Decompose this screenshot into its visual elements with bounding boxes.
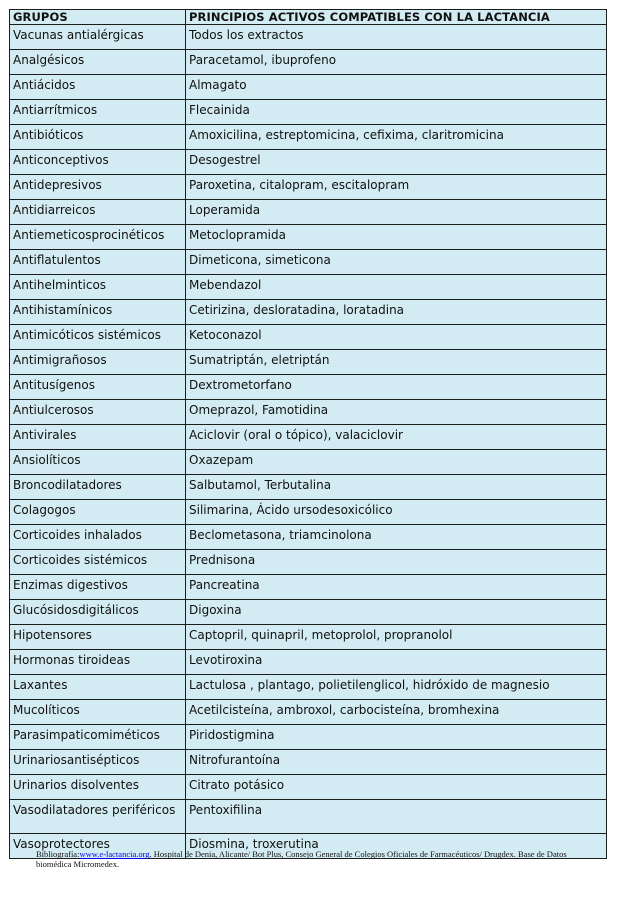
active-ingredient-cell: Digoxina xyxy=(186,600,607,625)
table-body xyxy=(10,25,607,859)
header-groups: GRUPOS xyxy=(10,10,186,25)
table-row xyxy=(10,175,607,200)
group-cell: Vasoprotectores xyxy=(10,834,186,859)
active-ingredient-cell: Lactulosa , plantago, polietilenglicol, hidróxido de magnesio xyxy=(186,675,607,700)
active-ingredient-cell: Captopril, quinapril, metoprolol, propranolol xyxy=(186,625,607,650)
bibliography-text: . Hospital de Denia, Alicante/ Bot Plus, Consejo General de Colegios Oficiales de Farmacéuticos/ Drugdex. Base de Datos biomédica Micromedex. xyxy=(36,849,567,869)
bibliography-link[interactable]: www.e-lactancia.org xyxy=(79,849,150,859)
group-cell: Vacunas antialérgicas xyxy=(10,25,186,50)
active-ingredient-cell: Levotiroxina xyxy=(186,650,607,675)
active-ingredient-cell: Sumatriptán, eletriptán xyxy=(186,350,607,375)
group-cell: Antiflatulentos xyxy=(10,250,186,275)
table-row xyxy=(10,275,607,300)
table-row xyxy=(10,425,607,450)
group-cell: Antidepresivos xyxy=(10,175,186,200)
table-row xyxy=(10,725,607,750)
active-ingredient-cell: Salbutamol, Terbutalina xyxy=(186,475,607,500)
active-ingredient-cell: Amoxicilina, estreptomicina, cefixima, claritromicina xyxy=(186,125,607,150)
table-row xyxy=(10,550,607,575)
active-ingredient-cell: Dextrometorfano xyxy=(186,375,607,400)
group-cell: Urinariosantisépticos xyxy=(10,750,186,775)
table-row xyxy=(10,475,607,500)
active-ingredient-cell: Omeprazol, Famotidina xyxy=(186,400,607,425)
active-ingredient-cell: Metoclopramida xyxy=(186,225,607,250)
table-row xyxy=(10,675,607,700)
group-cell: Antiulcerosos xyxy=(10,400,186,425)
active-ingredient-cell: Desogestrel xyxy=(186,150,607,175)
active-ingredient-cell: Loperamida xyxy=(186,200,607,225)
active-ingredient-cell: Nitrofurantoína xyxy=(186,750,607,775)
table-row xyxy=(10,350,607,375)
table-row xyxy=(10,150,607,175)
group-cell: Analgésicos xyxy=(10,50,186,75)
active-ingredient-cell: Ketoconazol xyxy=(186,325,607,350)
group-cell: Mucolíticos xyxy=(10,700,186,725)
table-row xyxy=(10,75,607,100)
active-ingredient-cell: Beclometasona, triamcinolona xyxy=(186,525,607,550)
group-cell: Colagogos xyxy=(10,500,186,525)
group-cell: Parasimpaticomiméticos xyxy=(10,725,186,750)
table-row xyxy=(10,700,607,725)
group-cell: Hormonas tiroideas xyxy=(10,650,186,675)
active-ingredient-cell: Pentoxifilina xyxy=(186,800,607,834)
group-cell: Laxantes xyxy=(10,675,186,700)
group-cell: Antiácidos xyxy=(10,75,186,100)
group-cell: Antimigrañosos xyxy=(10,350,186,375)
table-row xyxy=(10,225,607,250)
bibliography-note xyxy=(36,849,602,869)
group-cell: Antivirales xyxy=(10,425,186,450)
active-ingredient-cell: Mebendazol xyxy=(186,275,607,300)
group-cell: Ansiolíticos xyxy=(10,450,186,475)
bibliography-prefix: Bibliografía: xyxy=(36,849,80,859)
table-row xyxy=(10,100,607,125)
active-ingredient-cell: Almagato xyxy=(186,75,607,100)
group-cell: Antiemeticosprocinéticos xyxy=(10,225,186,250)
table-row xyxy=(10,50,607,75)
table-row xyxy=(10,575,607,600)
table-row xyxy=(10,125,607,150)
group-cell: Anticonceptivos xyxy=(10,150,186,175)
table-row xyxy=(10,250,607,275)
group-cell: Glucósidosdigitálicos xyxy=(10,600,186,625)
active-ingredient-cell: Piridostigmina xyxy=(186,725,607,750)
compatibility-table xyxy=(9,9,607,859)
group-cell: Antihelminticos xyxy=(10,275,186,300)
group-cell: Broncodilatadores xyxy=(10,475,186,500)
group-cell: Urinarios disolventes xyxy=(10,775,186,800)
table-row xyxy=(10,650,607,675)
table-row xyxy=(10,300,607,325)
active-ingredient-cell: Prednisona xyxy=(186,550,607,575)
table-row xyxy=(10,625,607,650)
active-ingredient-cell: Diosmina, troxerutina xyxy=(186,834,607,859)
table-header-row xyxy=(10,10,607,25)
table-row xyxy=(10,800,607,834)
table-row xyxy=(10,25,607,50)
table-row xyxy=(10,775,607,800)
table-row xyxy=(10,500,607,525)
active-ingredient-cell: Oxazepam xyxy=(186,450,607,475)
table-row xyxy=(10,450,607,475)
table-row xyxy=(10,375,607,400)
active-ingredient-cell: Pancreatina xyxy=(186,575,607,600)
group-cell: Antidiarreicos xyxy=(10,200,186,225)
active-ingredient-cell: Aciclovir (oral o tópico), valaciclovir xyxy=(186,425,607,450)
table-row xyxy=(10,750,607,775)
active-ingredient-cell: Paroxetina, citalopram, escitalopram xyxy=(186,175,607,200)
table-row xyxy=(10,400,607,425)
table-row xyxy=(10,325,607,350)
group-cell: Vasodilatadores periféricos xyxy=(10,800,186,834)
group-cell: Enzimas digestivos xyxy=(10,575,186,600)
active-ingredient-cell: Paracetamol, ibuprofeno xyxy=(186,50,607,75)
group-cell: Antitusígenos xyxy=(10,375,186,400)
group-cell: Antibióticos xyxy=(10,125,186,150)
active-ingredient-cell: Dimeticona, simeticona xyxy=(186,250,607,275)
active-ingredient-cell: Citrato potásico xyxy=(186,775,607,800)
table-row xyxy=(10,525,607,550)
group-cell: Corticoides sistémicos xyxy=(10,550,186,575)
group-cell: Antihistamínicos xyxy=(10,300,186,325)
active-ingredient-cell: Cetirizina, desloratadina, loratadina xyxy=(186,300,607,325)
active-ingredient-cell: Silimarina, Ácido ursodesoxicólico xyxy=(186,500,607,525)
active-ingredient-cell: Flecainida xyxy=(186,100,607,125)
group-cell: Hipotensores xyxy=(10,625,186,650)
header-active-ingredients: PRINCIPIOS ACTIVOS COMPATIBLES CON LA LACTANCIA xyxy=(186,10,607,25)
active-ingredient-cell: Acetilcisteína, ambroxol, carbocisteína, bromhexina xyxy=(186,700,607,725)
group-cell: Antiarrítmicos xyxy=(10,100,186,125)
group-cell: Antimicóticos sistémicos xyxy=(10,325,186,350)
active-ingredient-cell: Todos los extractos xyxy=(186,25,607,50)
group-cell: Corticoides inhalados xyxy=(10,525,186,550)
table-row xyxy=(10,200,607,225)
table-row xyxy=(10,600,607,625)
